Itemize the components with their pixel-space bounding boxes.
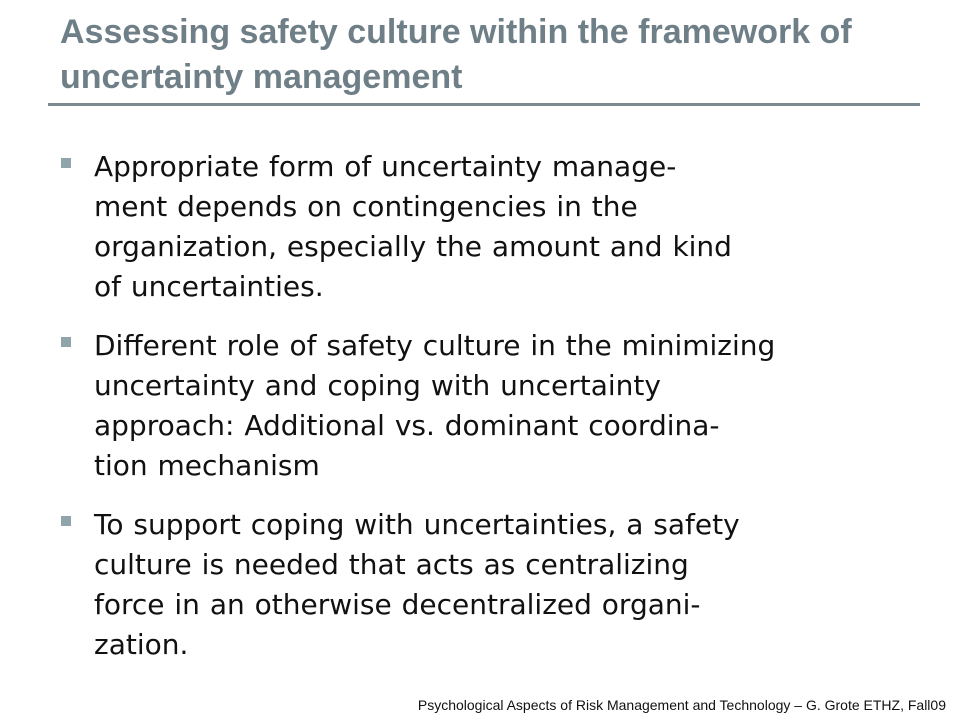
bullet-line: ment depends on contingencies in the: [94, 190, 638, 223]
bullet-line: Appropriate form of uncertainty manage-: [94, 150, 677, 183]
slide-footer: Psychological Aspects of Risk Management and Technology – G. Grote ETHZ, Fall09: [417, 697, 946, 713]
bullet-line: of uncertainties.: [94, 270, 324, 303]
bullet-line: Different role of safety culture in the minimizing: [94, 329, 776, 362]
bullet-line: zation.: [94, 628, 189, 661]
bullet-line: force in an otherwise decentralized organi-: [94, 588, 701, 621]
bullet-item: [58, 505, 930, 665]
square-bullet-icon: [61, 337, 71, 347]
slide-title: Assessing safety culture within the framework of uncertainty management: [60, 13, 852, 96]
square-bullet-icon: [61, 158, 71, 168]
bullet-item: [58, 147, 930, 307]
bullet-line: culture is needed that acts as centralizing: [94, 548, 689, 581]
bullet-list: [58, 147, 930, 684]
bullet-item: [58, 326, 930, 486]
square-bullet-icon: [61, 516, 71, 526]
bullet-line: approach: Additional vs. dominant coordina-: [94, 409, 720, 442]
bullet-line: To support coping with uncertainties, a safety: [94, 508, 740, 541]
bullet-line: uncertainty and coping with uncertainty: [94, 369, 661, 402]
bullet-line: organization, especially the amount and kind: [94, 230, 732, 263]
title-divider: [48, 103, 920, 106]
bullet-line: tion mechanism: [94, 449, 320, 482]
